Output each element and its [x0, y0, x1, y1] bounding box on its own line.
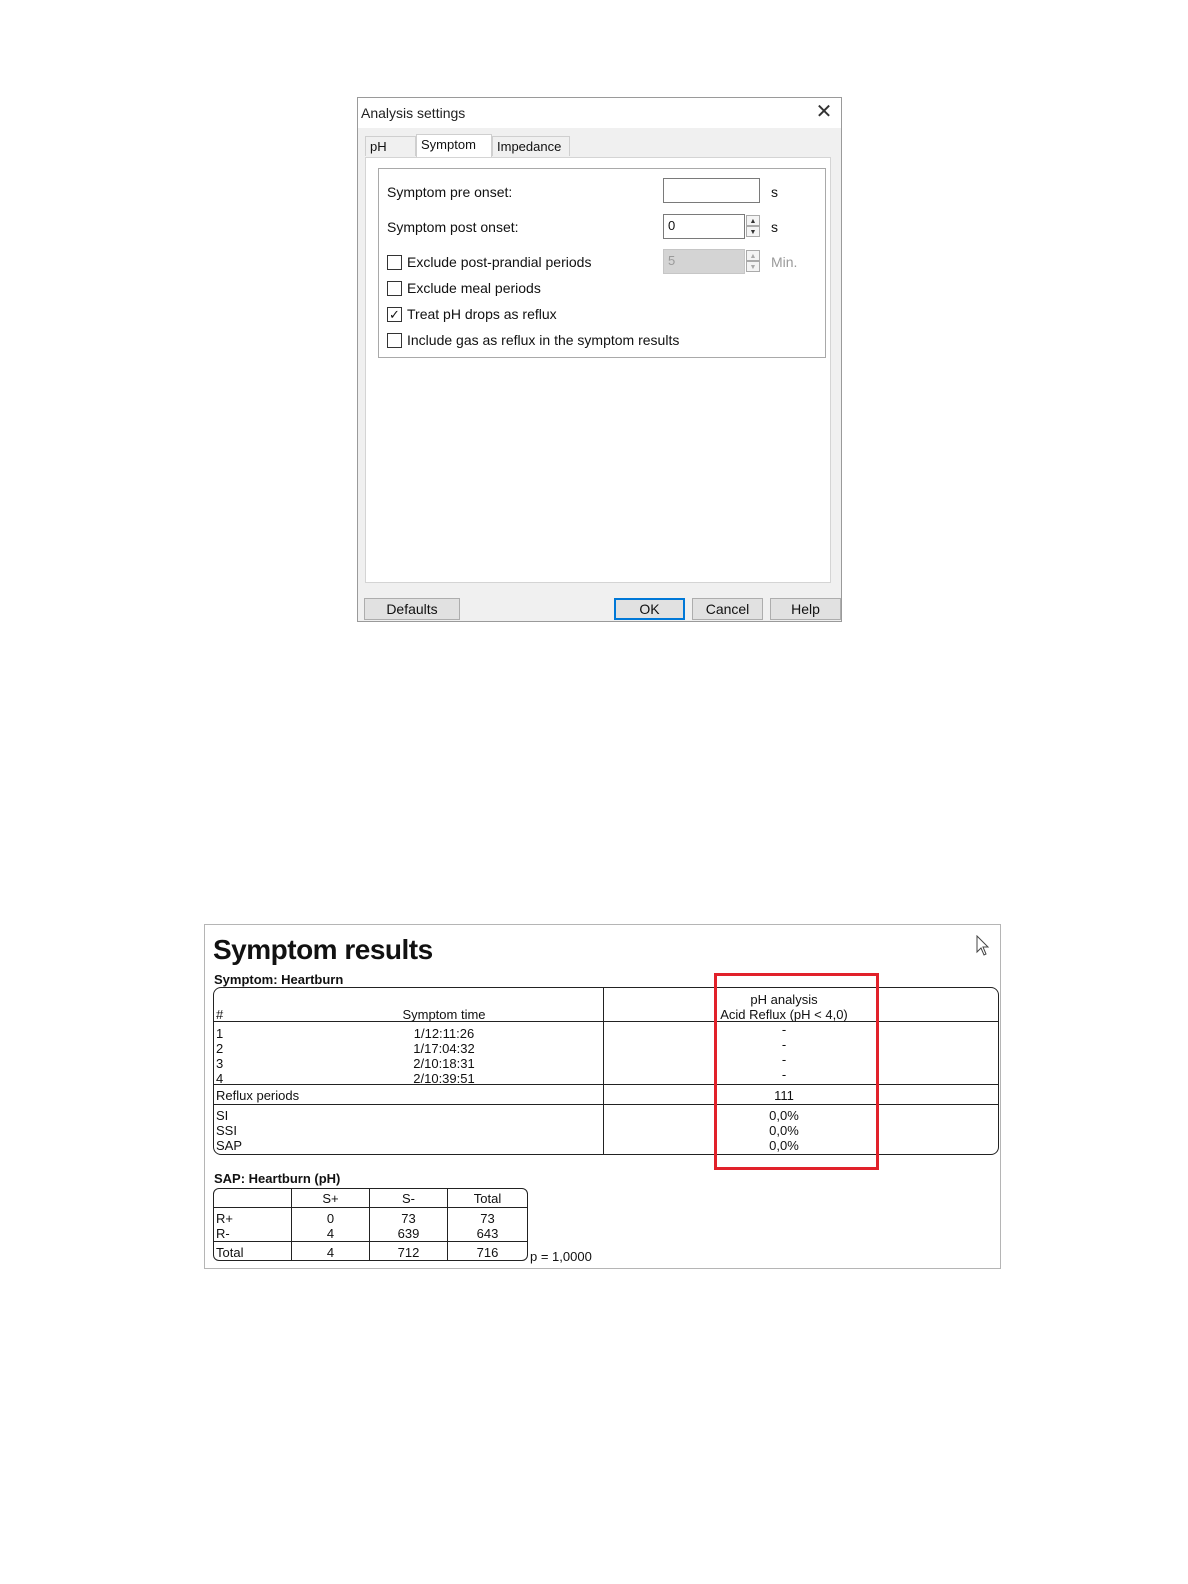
cancel-button[interactable]: Cancel: [692, 598, 763, 620]
table-divider: [214, 1241, 527, 1242]
sap-cell: 73: [401, 1211, 416, 1226]
treat-ph-drops-label: Treat pH drops as reflux: [407, 306, 557, 322]
dialog-titlebar: [358, 98, 841, 128]
symptom-time-cell: 1/17:04:32: [413, 1041, 475, 1056]
row-number: 1: [216, 1026, 224, 1041]
dialog-title: Analysis settings: [361, 105, 466, 121]
mouse-pointer-icon: [976, 935, 992, 957]
include-gas-label: Include gas as reflux in the symptom results: [407, 332, 680, 348]
analysis-settings-dialog: [357, 97, 842, 622]
help-button[interactable]: Help: [770, 598, 841, 620]
column-header-acid-reflux: Acid Reflux (pH < 4,0): [720, 1007, 848, 1022]
sap-value: 0,0%: [769, 1138, 799, 1153]
postprandial-minutes-input: 5: [663, 249, 745, 274]
spin-up-icon[interactable]: ▲: [746, 215, 760, 226]
report-title: Symptom results: [213, 934, 433, 965]
sap-table: [213, 1188, 528, 1261]
ssi-value: 0,0%: [769, 1123, 799, 1138]
column-header-symptom-time: Symptom time: [402, 1007, 486, 1022]
sap-header-total: Total: [473, 1191, 502, 1206]
highlight-box: [714, 973, 879, 1170]
sap-title: SAP: Heartburn (pH): [214, 1171, 341, 1186]
sap-row-label: R-: [216, 1226, 230, 1241]
symptom-results-report: [204, 924, 1001, 1269]
table-divider: [214, 1021, 998, 1022]
exclude-meal-label: Exclude meal periods: [407, 280, 541, 296]
treat-ph-drops-checkbox[interactable]: [387, 307, 402, 322]
close-icon[interactable]: ✕: [815, 101, 833, 123]
sap-total-label: Total: [216, 1245, 244, 1260]
row-number: 4: [216, 1071, 224, 1086]
postprandial-minutes-unit: Min.: [771, 254, 798, 270]
sap-cell: 0: [326, 1211, 335, 1226]
p-value: p = 1,0000: [530, 1249, 592, 1264]
row-number: 2: [216, 1041, 224, 1056]
reflux-cell: -: [781, 1067, 787, 1082]
include-gas-checkbox[interactable]: [387, 333, 402, 348]
spin-down-icon: ▼: [746, 261, 760, 272]
sap-total-cell: 716: [476, 1245, 499, 1260]
table-divider: [214, 1104, 998, 1105]
sap-cell: 73: [480, 1211, 495, 1226]
exclude-postprandial-checkbox[interactable]: [387, 255, 402, 270]
reflux-cell: -: [781, 1037, 787, 1052]
post-onset-label: Symptom post onset:: [387, 219, 519, 235]
sap-label: SAP: [216, 1138, 243, 1153]
table-divider: [214, 1207, 527, 1208]
sap-header-s-plus: S+: [322, 1191, 339, 1206]
ssi-label: SSI: [216, 1123, 237, 1138]
reflux-cell: -: [781, 1022, 787, 1037]
si-label: SI: [216, 1108, 229, 1123]
sap-cell: 639: [397, 1226, 420, 1241]
exclude-meal-checkbox[interactable]: [387, 281, 402, 296]
ok-button[interactable]: OK: [614, 598, 685, 620]
sap-cell: 643: [476, 1226, 499, 1241]
report-subtitle: Symptom: Heartburn: [214, 972, 344, 987]
reflux-periods-value: 111: [774, 1088, 794, 1103]
post-onset-spinner[interactable]: [746, 215, 760, 238]
sap-row-label: R+: [216, 1211, 233, 1226]
sap-total-cell: 4: [326, 1245, 335, 1260]
tab-symptom[interactable]: Symptom: [416, 134, 492, 158]
symptom-settings-group: [378, 168, 826, 358]
sap-cell: 4: [326, 1226, 335, 1241]
post-onset-input[interactable]: 0: [663, 214, 745, 239]
post-onset-unit: s: [771, 219, 778, 235]
reflux-cell: -: [781, 1052, 787, 1067]
pre-onset-input[interactable]: [663, 178, 760, 203]
sap-header-s-minus: S-: [402, 1191, 415, 1206]
row-number: 3: [216, 1056, 224, 1071]
exclude-postprandial-label: Exclude post-prandial periods: [407, 254, 592, 270]
checkmark-icon: ✓: [389, 307, 400, 322]
table-column-divider: [603, 988, 604, 1154]
pre-onset-label: Symptom pre onset:: [387, 184, 513, 200]
si-value: 0,0%: [769, 1108, 799, 1123]
tab-ph[interactable]: pH: [365, 136, 416, 156]
symptom-time-cell: 1/12:11:26: [413, 1026, 475, 1041]
column-header-number: #: [216, 1007, 224, 1022]
pre-onset-unit: s: [771, 184, 778, 200]
table-divider: [214, 1084, 998, 1085]
spin-down-icon[interactable]: ▼: [746, 226, 760, 237]
postprandial-minutes-spinner: [746, 250, 760, 273]
symptom-time-cell: 2/10:18:31: [413, 1056, 475, 1071]
defaults-button[interactable]: Defaults: [364, 598, 460, 620]
column-header-ph-analysis: pH analysis: [750, 992, 818, 1007]
symptom-table: [213, 987, 999, 1155]
sap-total-cell: 712: [397, 1245, 420, 1260]
reflux-periods-label: Reflux periods: [216, 1088, 300, 1103]
spin-up-icon: ▲: [746, 250, 760, 261]
tab-impedance[interactable]: Impedance: [492, 136, 570, 156]
symptom-tab-panel: [365, 157, 831, 583]
symptom-time-cell: 2/10:39:51: [413, 1071, 475, 1086]
